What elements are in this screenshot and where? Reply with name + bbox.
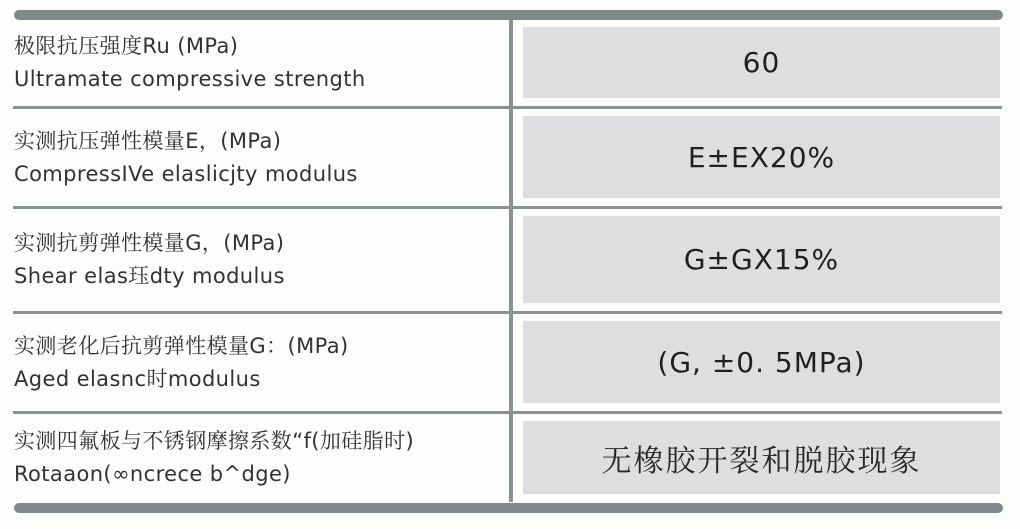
table-row <box>0 109 1003 206</box>
table-bottom-border-bar <box>14 503 1003 513</box>
value-cell <box>513 314 1003 411</box>
value-cell <box>513 109 1003 206</box>
value-cell <box>513 414 1003 502</box>
value-text: E±EX20% <box>523 116 1000 198</box>
value-cell <box>513 209 1003 311</box>
table-top-border-bar <box>14 10 1003 20</box>
parameter-cell <box>0 314 509 411</box>
parameter-cell <box>0 109 509 206</box>
value-text: (G, ±0. 5MPa) <box>523 321 1000 403</box>
parameter-label-en: CompressIVe elaslicjty modulus <box>14 161 358 186</box>
value-text: 无橡胶开裂和脱胶现象 <box>523 421 1000 494</box>
value-cell <box>513 20 1003 106</box>
parameter-label-zh: 实测四氟板与不锈钢摩擦系数“f(加硅脂时) <box>14 429 415 453</box>
parameter-cell <box>0 209 509 311</box>
spec-table <box>0 20 1003 502</box>
parameter-label-zh: 实测抗剪弹性模量G，(MPa) <box>14 231 285 255</box>
table-row <box>0 314 1003 411</box>
value-text: G±GX15% <box>523 216 1000 303</box>
parameter-label-en: Rotaaon(∞ncrece b^dge) <box>14 462 291 486</box>
parameter-label-en: Shear elas珏dty modulus <box>14 264 285 288</box>
parameter-label-zh: 实测老化后抗剪弹性模量G：(MPa) <box>14 333 349 358</box>
parameter-label-zh: 实测抗压弹性模量E，(MPa) <box>14 128 282 153</box>
parameter-label-en: Aged elasnc时modulus <box>14 366 261 391</box>
parameter-label-zh: 极限抗压强度Ru (MPa) <box>14 34 239 58</box>
table-row <box>0 414 1003 502</box>
parameter-cell <box>0 20 509 106</box>
table-row <box>0 209 1003 311</box>
parameter-cell <box>0 414 509 502</box>
value-text: 60 <box>523 27 1000 98</box>
table-row <box>0 20 1003 106</box>
parameter-label-en: Ultramate compressive strength <box>14 67 366 91</box>
